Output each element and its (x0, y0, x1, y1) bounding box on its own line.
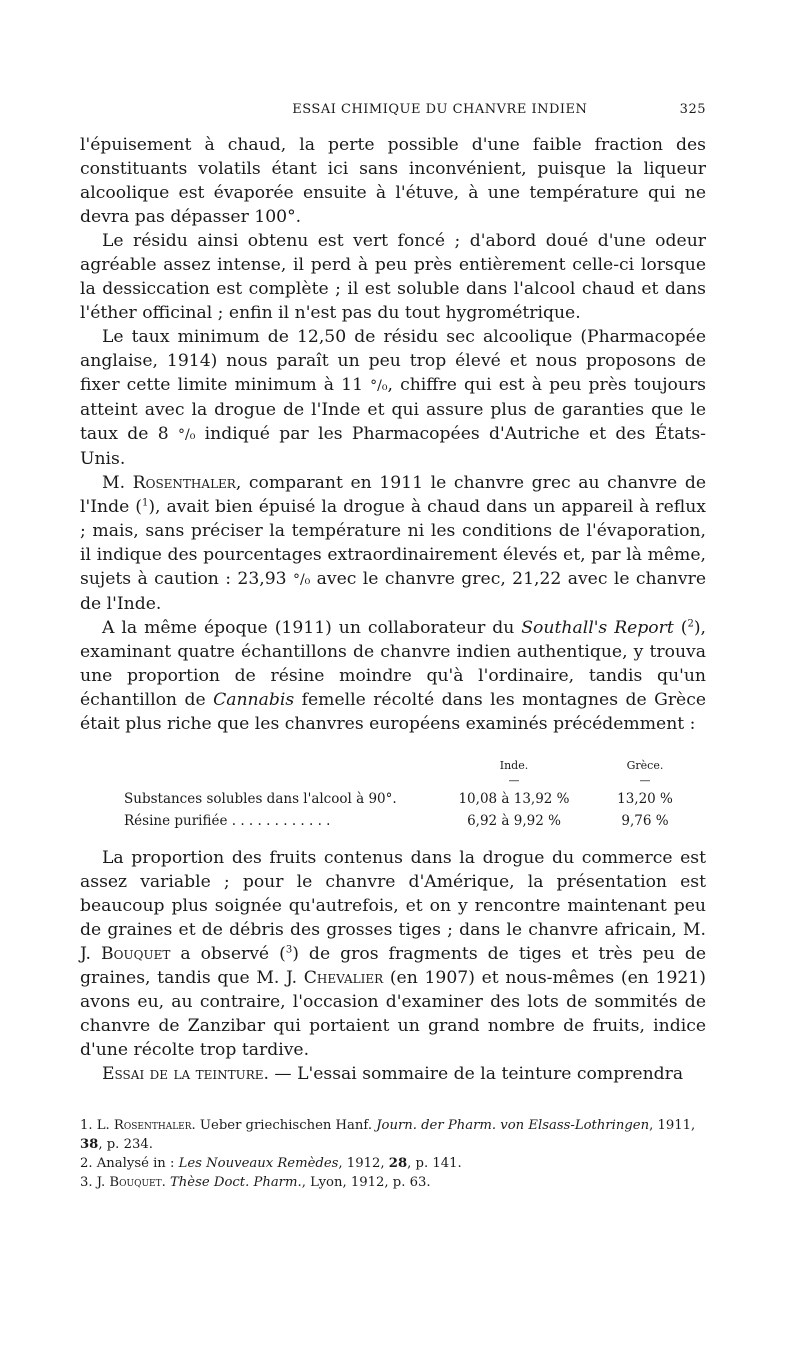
cell-inde: 6,92 à 9,92 % (467, 813, 561, 829)
text-run: , Lyon, 1912, p. 63. (301, 1175, 431, 1190)
text-run: , chiffre qui est à peu près toujours atteint avec la drogue de l'Inde et qui assure plus de garanties que le taux de 8 (80, 375, 707, 444)
book-page (80, 102, 706, 1192)
resin-comparison-table (124, 756, 706, 832)
cell-inde: 10,08 à 13,92 % (458, 791, 570, 807)
paragraph-2: Le résidu ainsi obtenu est vert foncé ; d'abord doué d'une odeur agréable assez intense, il perd à peu près entièrement celle-ci lorsque la dessiccation est complète ; il est soluble dans l'alcool chaud et dans l'éther officinal ; enfin il n'est pas du tout hygrométrique. (80, 231, 706, 323)
text-run: (en 1907) et nous-mêmes (en 1921) avons eu, au contraire, l'occasion d'examiner des lots de sommités de chanvre de Zanzibar qui portaient un grand nombre de fruits, indice d'une récolte trop tardive. (80, 968, 706, 1060)
text-run: ), avait bien épuisé la drogue à chaud dans un appareil à reflux ; mais, sans préciser la température ni les conditions de l'évaporation, il indique des pourcentages extraordinairement élevés et, par là même, sujets à caution : 23,93 (80, 497, 706, 589)
text-run: a observé ( (170, 944, 286, 964)
footnote-ref: 2 (687, 618, 694, 630)
text-run: Le taux minimum de 12,50 de résidu sec alcoolique (Pharmacopée anglaise, 1914) nous paraît un peu trop élevé et nous proposons de fixer cette limite minimum à 11 (80, 327, 706, 395)
text-run: , comparant en 1911 le chanvre grec au chanvre de l'Inde ( (80, 473, 706, 517)
publication-title: Southall's Report (521, 618, 674, 638)
text-run: femelle récolté dans les montagnes de Grèce était plus riche que les chanvres européens examinés précédemment : (80, 690, 706, 734)
volume-number: 38 (80, 1137, 99, 1152)
text-run: La proportion des fruits contenus dans la drogue du commerce est assez variable ; pour le chanvre d'Amérique, la présentation est beaucoup plus soignée qu'autrefois, et on y rencontre maintenant peu de graines et de débris des grosses tiges ; dans le chanvre africain, M. J. (80, 848, 706, 964)
footnotes (80, 1116, 706, 1192)
per-mille-sign: °/₀ (370, 378, 388, 394)
text-run: , p. 141. (407, 1156, 462, 1171)
text-run: ), examinant quatre échantillons de chanvre indien authentique, y trouva une proportion de résine moindre qu'à l'ordinaire, tandis qu'un échantillon de (80, 618, 706, 710)
column-header-grece: Grèce. (626, 758, 664, 772)
text-run: , 1912, (338, 1156, 389, 1171)
footnote-1 (80, 1116, 706, 1154)
genus-name: Cannabis (213, 690, 295, 710)
thesis-title: Thèse Doct. Pharm. (170, 1175, 302, 1190)
text-run: , p. 234. (98, 1137, 153, 1152)
per-mille-sign: °/₀ (292, 572, 311, 588)
text-run: M. (102, 473, 133, 493)
journal-title: Les Nouveaux Remèdes (178, 1156, 339, 1171)
text-run: ) de gros fragments de tiges et très peu de graines, tandis que M. J. (80, 944, 706, 988)
column-header-inde: Inde. (499, 758, 529, 772)
table-header-blank (124, 756, 444, 774)
author-name: Bouquet (109, 1175, 162, 1190)
paragraph-7 (80, 1062, 706, 1086)
paragraph-3 (80, 325, 706, 471)
row-label: Substances solubles dans l'alcool à 90°. (124, 791, 397, 807)
body-text-continued (80, 846, 706, 1086)
table-row (124, 788, 706, 810)
text-run: indiqué par les Pharmacopées d'Autriche et des États-Unis. (80, 424, 706, 469)
table-row (124, 810, 706, 832)
paragraph-6 (80, 846, 706, 1062)
table-header-row (124, 756, 706, 774)
page-number: 325 (679, 102, 706, 117)
text-run: — L'essai sommaire de la teinture comprendra (268, 1064, 684, 1084)
running-header (80, 102, 706, 117)
footnote-2 (80, 1154, 706, 1173)
body-text (80, 133, 706, 736)
per-mille-sign: °/₀ (178, 427, 196, 443)
text-run: 2. Analysé in : (80, 1156, 179, 1171)
table-rule-blank (124, 774, 444, 788)
text-run: ( (673, 618, 688, 638)
section-heading: Essai de la teinture. (102, 1064, 269, 1084)
cell-grece: 9,76 % (621, 813, 669, 829)
text-run: A la même époque (1911) un collaborateur du (102, 618, 522, 638)
text-run: . Ueber griechischen Hanf. (191, 1118, 377, 1133)
table-rule-row (124, 774, 706, 788)
row-label: Résine purifiée . . . . . . . . . . . . (124, 813, 331, 829)
volume-number: 28 (388, 1156, 408, 1171)
text-run: 1. L. (80, 1118, 114, 1133)
author-name: Rosenthaler (132, 473, 236, 493)
text-run: 3. J. (80, 1175, 110, 1190)
paragraph-4 (80, 471, 706, 616)
paragraph-5 (80, 616, 706, 736)
journal-title: Journ. der Pharm. von Elsass-Lothringen (376, 1118, 650, 1133)
author-name: Rosenthaler (113, 1118, 192, 1133)
text-run: avec le chanvre grec, 21,22 avec le chanvre de l'Inde. (80, 569, 706, 614)
cell-grece: 13,20 % (617, 791, 673, 807)
running-title: ESSAI CHIMIQUE DU CHANVRE INDIEN (292, 102, 588, 117)
author-name: Chevalier (303, 968, 384, 988)
author-name: Bouquet (101, 944, 171, 964)
text-run: . (161, 1175, 171, 1190)
footnote-ref: 3 (285, 944, 293, 956)
footnote-3 (80, 1173, 706, 1192)
footnote-ref: 1 (141, 497, 149, 509)
text-run: , 1911, (649, 1118, 696, 1133)
column-rule: — (508, 774, 520, 787)
column-rule: — (639, 774, 651, 787)
paragraph-1: l'épuisement à chaud, la perte possible d'une faible fraction des constituants volatils étant ici sans inconvénient, puisque la liqueur alcoolique est évaporée ensuite à l'étuve, à une température qui ne devra pas dépasser 100°. (80, 135, 706, 227)
